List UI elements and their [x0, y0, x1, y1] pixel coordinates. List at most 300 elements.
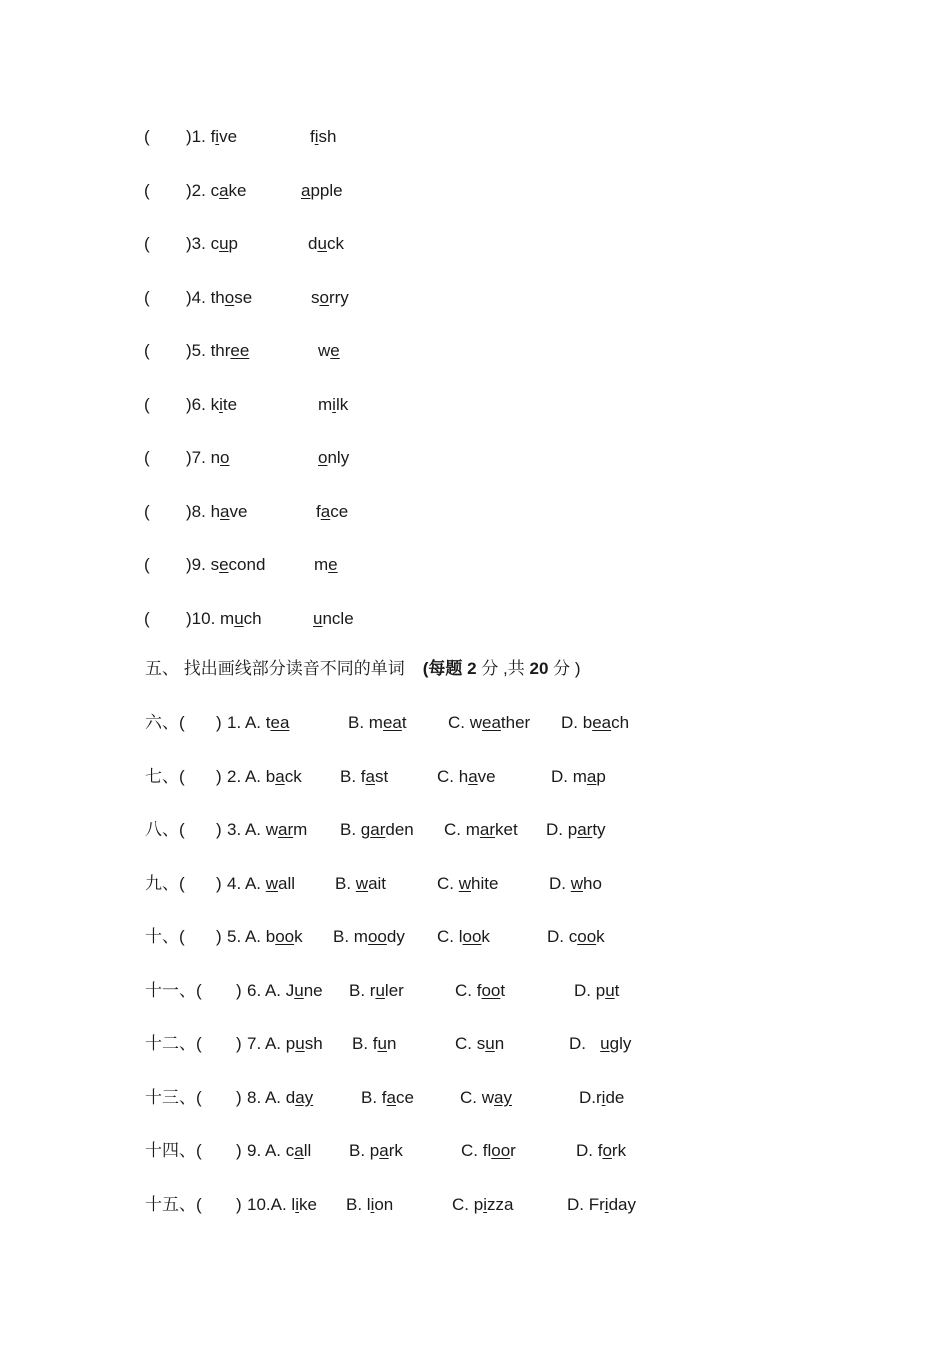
word-pair-row [0, 340, 950, 362]
word-pair-row [0, 608, 950, 630]
word-part: p [596, 766, 606, 786]
word-part: w [265, 820, 279, 839]
option-d [546, 820, 606, 839]
underlined-letters: a [275, 766, 285, 786]
word-part: D. m [551, 766, 587, 786]
word-part: C. l [437, 927, 463, 946]
underlined-letters: i [314, 127, 319, 146]
question-number: )8. [186, 501, 211, 521]
underlined-letters: a [386, 1087, 396, 1107]
word-part: C. [437, 873, 459, 893]
underlined-letters: u [219, 234, 229, 253]
word-part: sh [304, 1034, 323, 1053]
question-number: )3. [186, 234, 211, 253]
choice-question-row [0, 712, 950, 734]
underlined-letters: o [224, 287, 235, 307]
underlined-letters: u [600, 1034, 610, 1053]
question-number: 6. A. [247, 980, 286, 1000]
option-a [247, 981, 323, 1000]
word-part: ck [326, 234, 344, 253]
word-part: all [278, 873, 296, 893]
word-part: D. p [574, 980, 606, 1000]
option-c [452, 1195, 513, 1214]
answer-blank-close: ) [216, 713, 222, 732]
underlined-letters: i [483, 1194, 487, 1214]
word-part: ty [592, 820, 606, 839]
word-part: n [494, 1034, 505, 1053]
underlined-letters: u [605, 980, 615, 1000]
option-b [348, 713, 407, 732]
underlined-letters: i [370, 1194, 375, 1214]
option-a [227, 874, 295, 893]
underlined-letters: u [317, 234, 327, 253]
word-part: rk [611, 1141, 627, 1160]
word-part: B. f [361, 1087, 387, 1107]
question-number: 2. A. [227, 766, 266, 786]
word-part: C. fl [461, 1141, 492, 1160]
underlined-letters: o [602, 1141, 612, 1160]
word-part: B. p [349, 1141, 380, 1160]
underlined-letters: e [219, 555, 229, 574]
option-d [549, 874, 602, 893]
answer-blank-close: ) [236, 1141, 242, 1160]
word-part: d [285, 1087, 296, 1107]
question-prefix: 十五、( [145, 1194, 202, 1214]
option-b [349, 1141, 403, 1160]
word-part: gly [609, 1034, 632, 1053]
option-b [340, 820, 414, 839]
underlined-letters: ea [592, 713, 612, 732]
question-number: )5. [186, 341, 211, 360]
word-part: D. c [547, 927, 578, 946]
word-part: s [210, 555, 220, 574]
word-part: D. b [561, 713, 593, 732]
word-part: sh [318, 127, 337, 146]
word-2 [313, 609, 354, 628]
word-1 [211, 288, 253, 307]
word-part: n [386, 1034, 397, 1053]
underlined-letters: ee [230, 341, 250, 360]
underlined-letters: a [301, 180, 311, 200]
score-total: 20 [529, 659, 549, 678]
word-1 [211, 181, 247, 200]
option-a-word [286, 1141, 312, 1160]
word-part: te [222, 394, 238, 414]
word-part: rry [328, 287, 349, 307]
word-part: thr [210, 341, 231, 360]
underlined-letters: a [220, 501, 230, 521]
underlined-letters: u [234, 608, 244, 628]
word-part: ve [219, 127, 238, 146]
question-prefix: 六、( [145, 713, 185, 732]
question-number: 1. A. [227, 713, 266, 732]
underlined-letters: oo [367, 927, 387, 946]
word-part: m [220, 608, 235, 628]
question-prefix: 十、( [145, 927, 185, 946]
underlined-letters: ay [494, 1087, 512, 1107]
option-a [227, 767, 302, 786]
underlined-letters: ea [270, 713, 290, 732]
word-part: b [265, 927, 276, 946]
question-number: )7. [186, 448, 211, 467]
option-d [576, 1141, 626, 1160]
option-a-word [266, 767, 302, 786]
word-part: f [210, 127, 216, 146]
option-c [444, 820, 518, 839]
underlined-letters: i [601, 1087, 606, 1107]
word-part: lk [335, 394, 349, 414]
option-a-word [266, 874, 295, 893]
question-number: 8. A. [247, 1087, 286, 1107]
word-part: k [596, 927, 605, 946]
underlined-letters: u [313, 608, 323, 628]
word-part: D. f [576, 1141, 603, 1160]
option-a [247, 1141, 311, 1160]
underlined-letters: oo [462, 927, 482, 946]
word-part: ho [583, 873, 602, 893]
word-part: on [374, 1194, 394, 1214]
underlined-letters: u [377, 1034, 387, 1053]
word-part: c [285, 1141, 295, 1160]
underlined-letters: oo [481, 980, 501, 1000]
underlined-letters: i [215, 127, 220, 146]
option-d [579, 1088, 624, 1107]
question-prefix: 十三、( [145, 1087, 202, 1107]
choice-question-row [0, 819, 950, 841]
score-per-item: 2 [467, 659, 477, 678]
word-part: B. m [333, 927, 368, 946]
underlined-letters: a [320, 501, 331, 521]
word-2 [318, 395, 348, 414]
word-part: ch [243, 608, 262, 628]
word-part: t [614, 980, 620, 1000]
word-part: ch [611, 713, 630, 732]
answer-blank-close: ) [216, 766, 222, 786]
answer-blank-open: ( [144, 555, 150, 574]
option-b [349, 981, 404, 1000]
word-part: rk [388, 1141, 403, 1160]
underlined-letters: ea [482, 713, 501, 732]
word-part: d [308, 234, 318, 253]
underlined-letters: a [365, 766, 375, 786]
option-b [361, 1088, 414, 1107]
option-a [247, 1034, 323, 1053]
answer-blank-close: ) [236, 1034, 242, 1053]
section-5-title: 五、 找出画线部分读音不同的单词 [145, 659, 405, 678]
word-part: C. w [448, 713, 482, 732]
option-a [247, 1195, 317, 1214]
option-a-word [286, 1088, 313, 1107]
choice-question-row [0, 873, 950, 895]
word-part: k [294, 927, 303, 946]
word-part: B. f [352, 1034, 378, 1053]
word-part: D. Fr [567, 1194, 605, 1214]
underlined-letters: w [265, 873, 279, 893]
word-part: h [210, 501, 221, 521]
underlined-letters: u [375, 980, 385, 1000]
word-1 [211, 234, 238, 253]
word-part: f [310, 127, 315, 146]
option-b [335, 874, 386, 893]
word-part: w [318, 341, 331, 360]
word-part: ve [229, 501, 248, 521]
option-a-word [266, 713, 290, 732]
word-part: ther [500, 713, 531, 732]
word-part: t [500, 980, 506, 1000]
word-part: k [210, 394, 220, 414]
option-d [561, 713, 629, 732]
question-number: 7. A. [247, 1034, 286, 1053]
word-part: C. s [455, 1034, 486, 1053]
option-b [340, 767, 388, 786]
word-part: st [374, 766, 389, 786]
choice-question-row [0, 926, 950, 948]
word-part: m [318, 394, 333, 414]
answer-blank-open: ( [144, 501, 150, 521]
option-b [333, 927, 405, 946]
underlined-letters: a [294, 1141, 304, 1160]
option-d [574, 981, 619, 1000]
underlined-letters: u [295, 1034, 305, 1053]
word-part: C. h [437, 766, 469, 786]
underlined-letters: ay [295, 1087, 314, 1107]
question-prefix: 七、( [145, 766, 185, 786]
word-part: b [265, 766, 276, 786]
option-c [460, 1088, 512, 1107]
underlined-letters: i [295, 1194, 299, 1214]
question-prefix: 十二、( [145, 1034, 202, 1053]
word-1 [211, 448, 230, 467]
underlined-letters: w [355, 873, 369, 893]
underlined-letters: w [458, 873, 472, 893]
question-number: )9. [186, 555, 211, 574]
question-number: )10. [186, 608, 221, 628]
word-part: k [481, 927, 490, 946]
answer-blank-close: ) [216, 873, 222, 893]
question-prefix: 十四、( [145, 1141, 202, 1160]
word-part: J [285, 980, 295, 1000]
question-prefix: 十一、( [145, 980, 202, 1000]
answer-blank-open: ( [144, 448, 150, 467]
option-c [461, 1141, 516, 1160]
underlined-letters: e [330, 341, 340, 360]
word-2 [318, 341, 340, 360]
word-part: th [210, 287, 225, 307]
word-part: cond [228, 555, 266, 574]
word-part: m [293, 820, 308, 839]
answer-blank-open: ( [144, 394, 150, 414]
word-part: dy [386, 927, 405, 946]
underlined-letters: ar [370, 820, 386, 839]
word-part: C. w [460, 1087, 494, 1107]
word-part: n [210, 448, 221, 467]
question-number: )6. [186, 394, 211, 414]
word-part: c [210, 180, 220, 200]
word-pair-row [0, 554, 950, 576]
word-part: s [311, 287, 320, 307]
choice-question-row [0, 980, 950, 1002]
answer-blank-close: ) [236, 980, 242, 1000]
option-b [352, 1034, 396, 1053]
answer-blank-close: ) [236, 1194, 242, 1214]
answer-blank-close: ) [216, 820, 222, 839]
question-number: 5. A. [227, 927, 266, 946]
underlined-letters: oo [275, 927, 295, 946]
word-2 [310, 127, 336, 146]
word-part: B. r [349, 980, 376, 1000]
answer-blank-close: ) [236, 1087, 242, 1107]
answer-blank-open: ( [144, 608, 150, 628]
word-pair-row [0, 501, 950, 523]
word-1 [211, 395, 237, 414]
word-part: C. f [455, 980, 482, 1000]
option-c [437, 927, 490, 946]
word-part: se [234, 287, 253, 307]
question-number: )1. [186, 127, 211, 146]
word-part: hite [471, 873, 499, 893]
option-a [227, 820, 307, 839]
underlined-letters: u [294, 980, 304, 1000]
word-part: m [314, 555, 329, 574]
word-part: ve [477, 766, 496, 786]
underlined-letters: e [328, 555, 338, 574]
question-number: )4. [186, 287, 211, 307]
underlined-letters: ar [479, 820, 496, 839]
answer-blank-close: ) [216, 927, 222, 946]
word-part: D.r [579, 1087, 602, 1107]
underlined-letters: o [220, 448, 230, 467]
word-part: B. m [348, 713, 383, 732]
underlined-letters: o [318, 448, 328, 467]
underlined-letters: a [379, 1141, 389, 1160]
option-b [346, 1195, 393, 1214]
underlined-letters: o [319, 287, 329, 307]
answer-blank-open: ( [144, 234, 150, 253]
word-pair-row [0, 287, 950, 309]
option-a [227, 713, 289, 732]
question-prefix: 九、( [145, 873, 185, 893]
option-c [437, 767, 496, 786]
word-2 [301, 181, 343, 200]
underlined-letters: a [586, 766, 597, 786]
question-number: 4. A. [227, 873, 266, 893]
underlined-letters: u [485, 1034, 495, 1053]
word-part: ler [384, 980, 404, 1000]
option-d [551, 767, 606, 786]
answer-blank-open: ( [144, 127, 150, 146]
question-number: 9. A. [247, 1141, 286, 1160]
underlined-letters: a [219, 180, 229, 200]
option-a-word [266, 820, 308, 839]
word-2 [311, 288, 349, 307]
word-part: ce [330, 501, 349, 521]
word-part: C. p [452, 1194, 484, 1214]
score-close: 分 ) [548, 659, 581, 678]
underlined-letters: oo [577, 927, 597, 946]
option-a [227, 927, 303, 946]
option-d [569, 1034, 631, 1053]
word-part: r [510, 1141, 516, 1160]
word-2 [318, 448, 349, 467]
underlined-letters: oo [491, 1141, 511, 1160]
option-c [437, 874, 498, 893]
word-pair-row [0, 233, 950, 255]
choice-question-row [0, 1087, 950, 1109]
word-part: B. [335, 873, 356, 893]
option-a [247, 1088, 313, 1107]
question-number: )2. [186, 180, 211, 200]
word-1 [211, 127, 237, 146]
option-a-word [291, 1195, 317, 1214]
word-part: D. p [546, 820, 578, 839]
underlined-letters: a [468, 766, 478, 786]
word-part: p [285, 1034, 296, 1053]
word-part: ce [395, 1087, 414, 1107]
word-1 [211, 502, 248, 521]
option-c [455, 981, 505, 1000]
word-pair-row [0, 126, 950, 148]
word-part: B. g [340, 820, 371, 839]
underlined-letters: w [570, 873, 584, 893]
word-part: ke [228, 180, 247, 200]
word-1 [211, 555, 266, 574]
underlined-letters: i [332, 394, 336, 414]
word-part: de [605, 1087, 625, 1107]
word-part: ck [284, 766, 302, 786]
word-part: ll [303, 1141, 312, 1160]
word-pair-row [0, 394, 950, 416]
word-part: p [228, 234, 238, 253]
word-part: D. [569, 1034, 601, 1053]
word-2 [314, 555, 338, 574]
underlined-letters: i [219, 394, 223, 414]
option-c [455, 1034, 504, 1053]
score-open: (每题 [422, 659, 468, 678]
answer-blank-open: ( [144, 341, 150, 360]
choice-question-row [0, 1140, 950, 1162]
word-part: ncle [322, 608, 354, 628]
answer-blank-open: ( [144, 180, 150, 200]
word-part: B. f [340, 766, 366, 786]
option-a-word [286, 1034, 323, 1053]
word-part: zza [486, 1194, 514, 1214]
word-part: f [316, 501, 321, 521]
word-pair-row [0, 180, 950, 202]
score-mid: 分 ,共 [476, 659, 530, 678]
word-part: B. l [346, 1194, 371, 1214]
underlined-letters: ar [278, 820, 294, 839]
option-c [448, 713, 530, 732]
word-part: t [401, 713, 407, 732]
option-d [547, 927, 605, 946]
underlined-letters: ea [382, 713, 402, 732]
word-part: ne [303, 980, 323, 1000]
option-a-word [266, 927, 303, 946]
word-1 [211, 341, 250, 360]
underlined-letters: i [604, 1194, 609, 1214]
word-part: pple [310, 180, 343, 200]
word-part: ait [368, 873, 387, 893]
answer-blank-open: ( [144, 287, 150, 307]
word-part: nly [327, 448, 350, 467]
word-part: c [210, 234, 220, 253]
word-part: den [385, 820, 414, 839]
word-part: D. [549, 873, 571, 893]
word-part: t [265, 713, 271, 732]
word-part: day [608, 1194, 636, 1214]
question-number: 10.A. [247, 1194, 292, 1214]
question-prefix: 八、( [145, 820, 185, 839]
